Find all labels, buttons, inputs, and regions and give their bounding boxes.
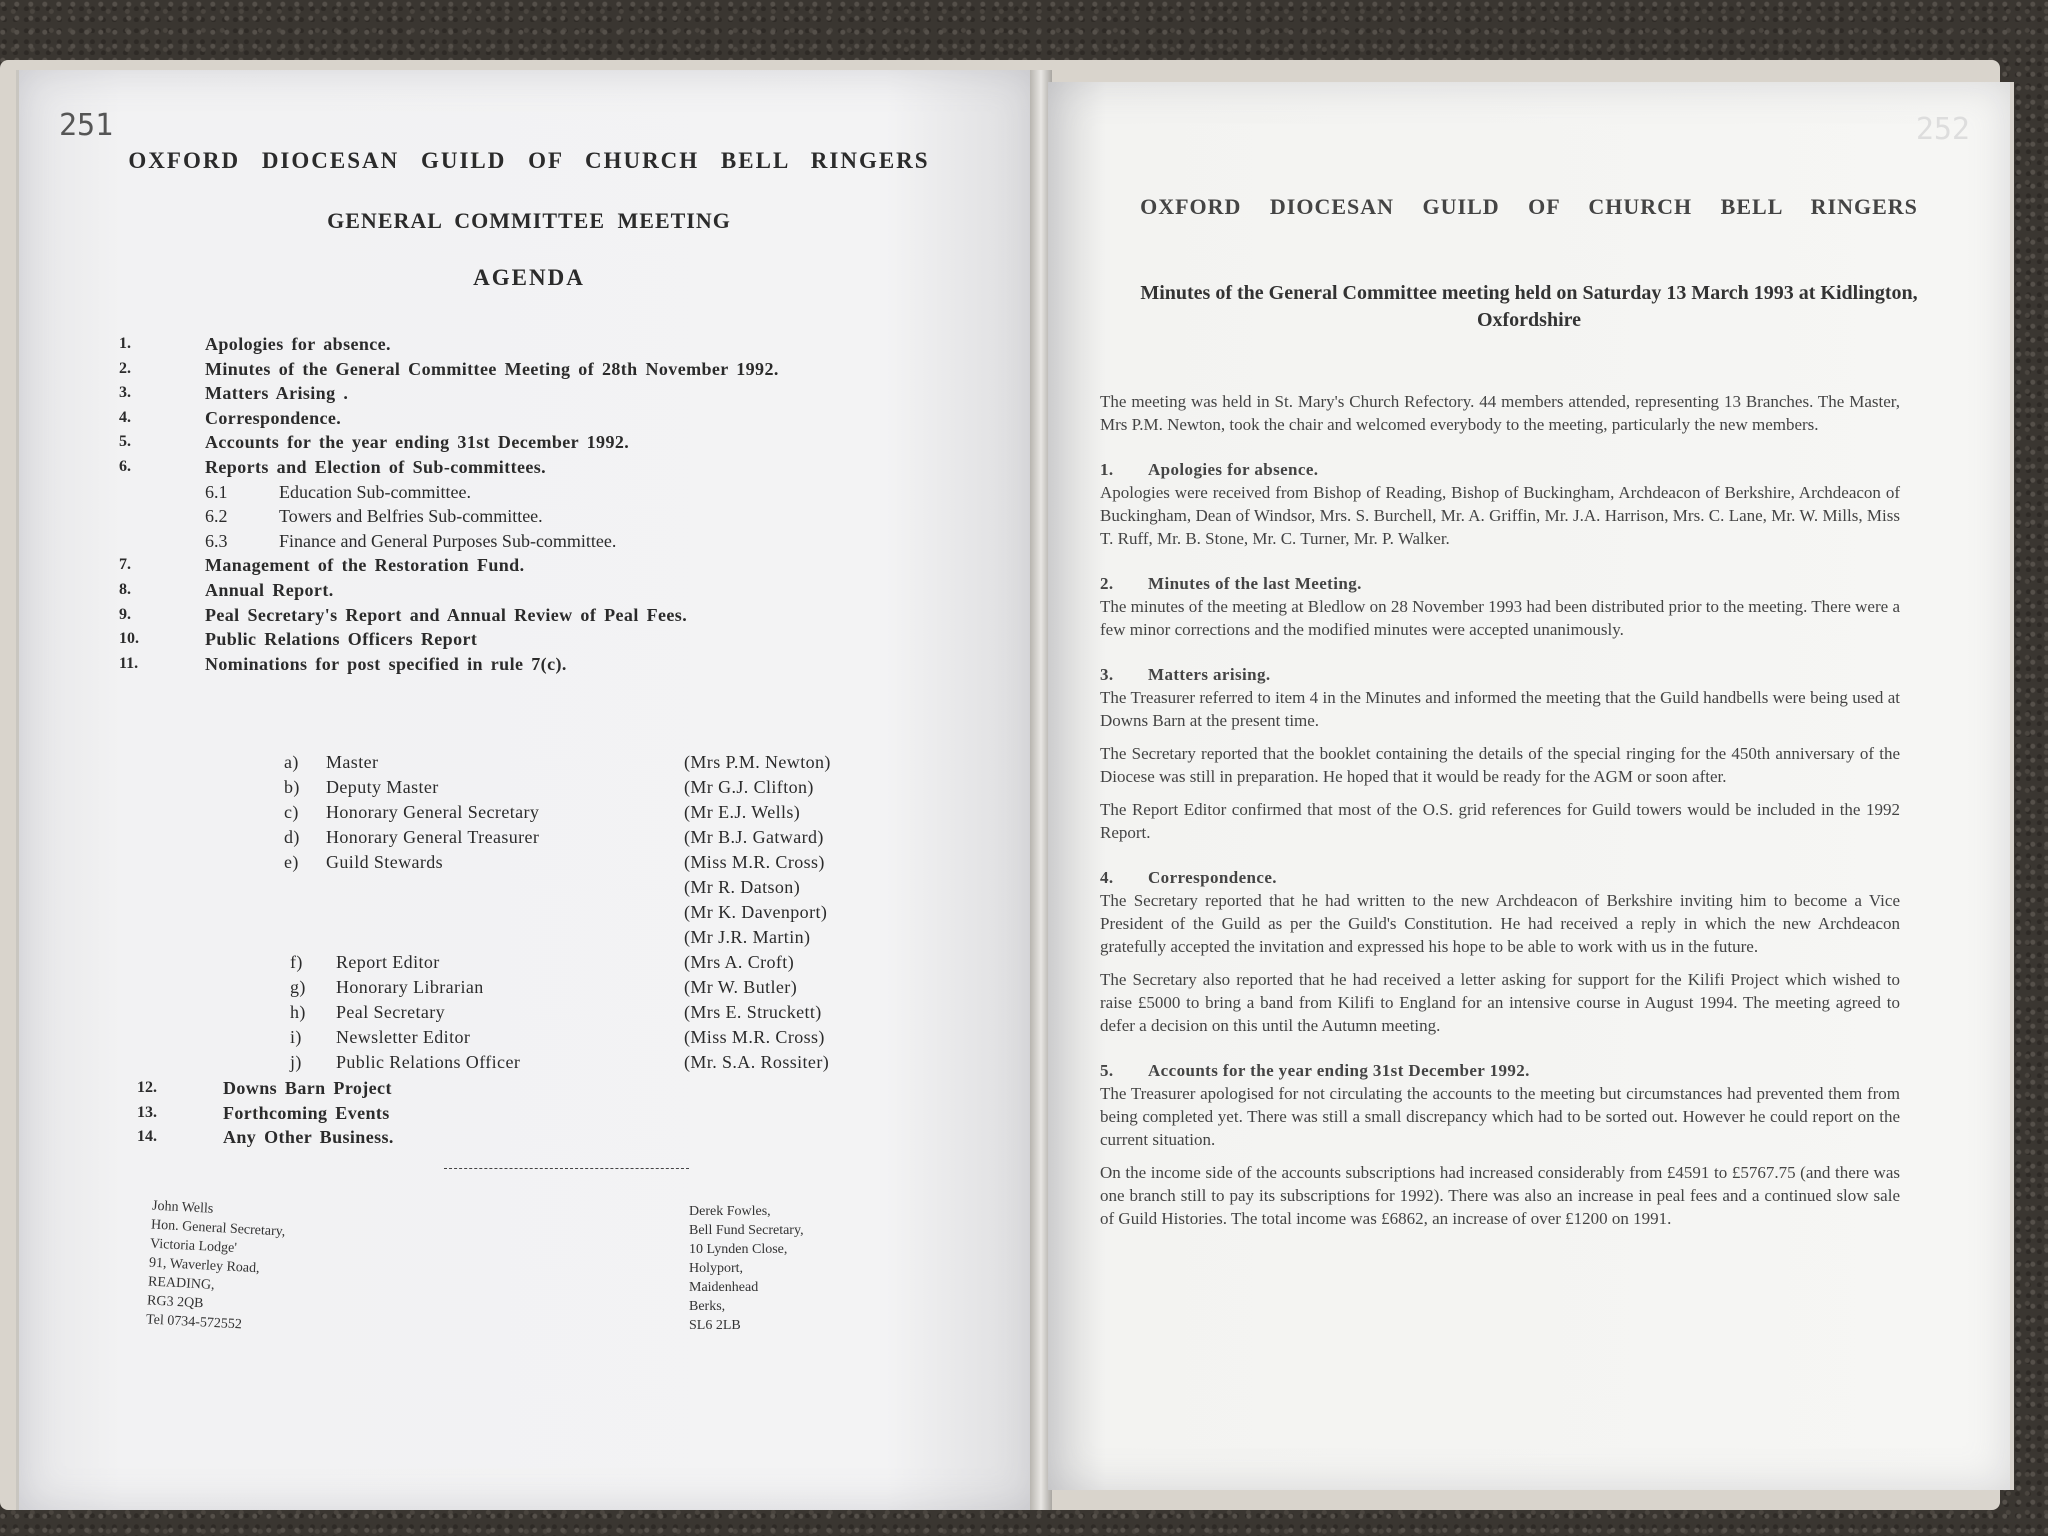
nomination-row: i) Newsletter Editor (Miss M.R. Cross) [290, 1027, 825, 1047]
nomination-row: h) Peal Secretary (Mrs E. Struckett) [290, 1002, 822, 1022]
separator-line [444, 1168, 689, 1169]
nomination-row: c) Honorary General Secretary (Mr E.J. Wells) [284, 802, 801, 822]
agenda-item: 5. Accounts for the year ending 31st December 1992. [119, 432, 630, 453]
agenda-item: 4. Correspondence. [119, 407, 342, 428]
agenda-item: 11. Nominations for post specified in rule 7(c). [119, 653, 567, 674]
section-paragraph: The Secretary reported that the booklet containing the details of the special ringing for the 450th anniversary of the Diocese was still in preparation. He hoped that it would be ready for the AGM or soon after. [1100, 744, 1900, 786]
nomination-row: e) Guild Stewards (Miss M.R. Cross) [284, 852, 825, 872]
minutes-intro: The meeting was held in St. Mary's Church Refectory. 44 members attended, representing 13 Branches. The Master, Mrs P.M. Newton, took the chair and welcomed everybody to the meeting, particularly the new members. [1100, 392, 1900, 434]
nomination-row: (Mr R. Datson) [684, 877, 801, 897]
agenda-item: 10. Public Relations Officers Report [119, 629, 478, 650]
nominations-list [284, 750, 884, 1075]
section-heading: 5. Accounts for the year ending 31st December 1992. [1100, 1061, 1530, 1080]
agenda-item: 2. Minutes of the General Committee Meeting of 28th November 1992. [119, 358, 779, 379]
nomination-row: f) Report Editor (Mrs A. Croft) [290, 952, 795, 972]
agenda-item: 13. Forthcoming Events [137, 1102, 390, 1123]
section-paragraph: Apologies were received from Bishop of Reading, Bishop of Buckingham, Archdeacon of Berkshire, Archdeacon of Buckingham, Dean of Windsor, Mrs. S. Burchell, Mr. A. Griffin, Mr. J.A. Harrison, Mrs. C. Lane, Mr. W. Mills, Miss T. Ruff, Mr. B. Stone, Mr. C. Turner, Mr. P. Walker. [1100, 483, 1900, 548]
agenda-item: 7. Management of the Restoration Fund. [119, 555, 525, 576]
agenda-list [119, 332, 1019, 676]
page-number-right: 252 [1915, 112, 1970, 147]
secretary-address: John Wells Hon. General Secretary, Victoria Lodge' 91, Waverley Road, READING, RG3 2QB Tel 0734-572552 [145, 1198, 286, 1333]
left-page-agenda [16, 70, 1039, 1510]
section-paragraph: The Treasurer referred to item 4 in the Minutes and informed the meeting that the Guild handbells were being used at Downs Barn at the present time. [1100, 688, 1900, 730]
nomination-row: g) Honorary Librarian (Mr W. Butler) [290, 977, 798, 997]
guild-title-right: OXFORD DIOCESAN GUILD OF CHURCH BELL RINGERS [1140, 194, 1918, 219]
nomination-row: b) Deputy Master (Mr G.J. Clifton) [284, 777, 814, 797]
agenda-item: 14. Any Other Business. [137, 1127, 394, 1148]
nomination-row: (Mr K. Davenport) [684, 902, 828, 922]
nomination-row: (Mr J.R. Martin) [684, 927, 811, 947]
minutes-body [1100, 390, 1900, 1240]
section-heading: 4. Correspondence. [1100, 868, 1277, 887]
section-paragraph: The Secretary reported that he had written to the new Archdeacon of Berkshire inviting him to become a Vice President of the Guild as per the Guild's Constitution. He had received a reply in which the new Archdeacon gratefully accepted the invitation and expressed his hope to be able to work with us in the future. [1100, 891, 1900, 956]
guild-title-left: OXFORD DIOCESAN GUILD OF CHURCH BELL RINGERS [128, 148, 930, 173]
section-paragraph: On the income side of the accounts subscriptions had increased considerably from £4591 to £5767.75 (and there was one branch still to pay its subscriptions for 1992). There was also an increase in peal fees and a continued slow sale of Guild Histories. The total income was £6862, an increase of over £1200 on 1991. [1100, 1163, 1900, 1228]
minutes-title: Minutes of the General Committee meeting held on Saturday 13 March 1993 at Kidlington, Oxfordshire [1140, 282, 1918, 331]
agenda-item: 1. Apologies for absence. [119, 334, 391, 354]
agenda-list-tail [137, 1076, 737, 1150]
bell-fund-address: Derek Fowles, Bell Fund Secretary, 10 Lynden Close, Holyport, Maidenhead Berks, SL6 2LB [689, 1204, 804, 1333]
agenda-subitem: 6.1 Education Sub-committee. [205, 481, 471, 502]
nomination-row: a) Master (Mrs P.M. Newton) [284, 752, 831, 772]
agenda-item: 6. Reports and Election of Sub-committees. [119, 456, 547, 477]
agenda-subitem: 6.3 Finance and General Purposes Sub-committee. [205, 530, 617, 551]
agenda-item: 8. Annual Report. [119, 579, 334, 600]
nomination-row: j) Public Relations Officer (Mr. S.A. Rossiter) [290, 1052, 830, 1072]
agenda-item: 3. Matters Arising . [119, 383, 349, 404]
section-heading: 2. Minutes of the last Meeting. [1100, 574, 1362, 593]
meeting-subtitle: GENERAL COMMITTEE MEETING [327, 208, 731, 233]
nomination-row: d) Honorary General Treasurer (Mr B.J. Gatward) [284, 827, 824, 847]
page-number-left: 251 [59, 108, 114, 143]
section-heading: 1. Apologies for absence. [1100, 460, 1319, 479]
section-paragraph: The minutes of the meeting at Bledlow on 28 November 1993 had been distributed prior to the meeting. There were a few minor corrections and the modified minutes were accepted unanimously. [1100, 597, 1900, 639]
agenda-item: 12. Downs Barn Project [137, 1078, 392, 1098]
agenda-subitem: 6.2 Towers and Belfries Sub-committee. [205, 506, 543, 527]
right-page-minutes [1048, 82, 2014, 1490]
section-paragraph: The Treasurer apologised for not circulating the accounts to the meeting but circumstances had prevented them from being completed yet. There was still a small discrepancy which had to be sorted out. However he could report on the current situation. [1100, 1084, 1900, 1149]
section-heading: 3. Matters arising. [1100, 665, 1271, 684]
agenda-title: AGENDA [473, 265, 585, 290]
agenda-item: 9. Peal Secretary's Report and Annual Review of Peal Fees. [119, 604, 688, 625]
section-paragraph: The Report Editor confirmed that most of the O.S. grid references for Guild towers would be included in the 1992 Report. [1100, 800, 1900, 842]
section-paragraph: The Secretary also reported that he had received a letter asking for support for the Kilifi Project which wished to raise £5000 to bring a band from Kilifi to England for an intensive course in August 1994. The meeting agreed to defer a decision on this until the Autumn meeting. [1100, 970, 1900, 1035]
